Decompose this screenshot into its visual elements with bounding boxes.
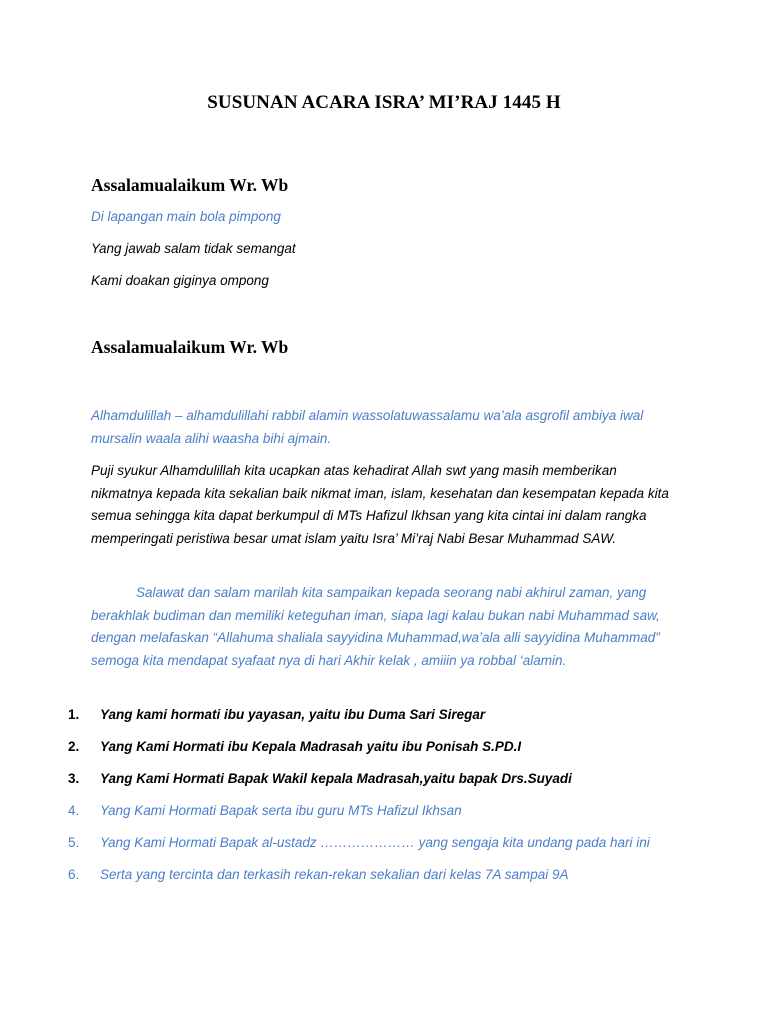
pantun-line-2: Yang jawab salam tidak semangat	[91, 241, 296, 256]
list-item-text: Serta yang tercinta dan terkasih rekan-rekan sekalian dari kelas 7A sampai 9A	[100, 867, 569, 882]
document-title: SUSUNAN ACARA ISRA’ MI’RAJ 1445 H	[207, 92, 561, 113]
greeting-heading-1: Assalamualaikum Wr. Wb	[91, 175, 289, 195]
list-item-text: Yang Kami Hormati ibu Kepala Madrasah yaitu ibu Ponisah S.PD.I	[100, 739, 522, 754]
list-item-number: 4.	[68, 803, 80, 818]
pantun-line-3: Kami doakan giginya ompong	[91, 273, 269, 288]
list-item	[0, 705, 700, 725]
list-item	[0, 801, 700, 821]
list-item-number: 1.	[68, 707, 80, 722]
list-item	[0, 833, 700, 853]
list-item-number: 2.	[68, 739, 80, 754]
list-item-text: Yang Kami Hormati Bapak Wakil kepala Madrasah,yaitu bapak Drs.Suyadi	[100, 771, 572, 786]
list-item-text: Yang Kami Hormati Bapak al-ustadz ………………… yang sengaja kita undang pada hari ini	[100, 835, 650, 850]
list-item-text: Yang kami hormati ibu yayasan, yaitu ibu Duma Sari Siregar	[100, 707, 486, 722]
list-item	[0, 865, 700, 885]
greeting-heading-2: Assalamualaikum Wr. Wb	[91, 337, 289, 357]
list-item-number: 3.	[68, 771, 80, 786]
arabic-praise-paragraph: Alhamdulillah – alhamdulillahi rabbil alamin wassolatuwassalamu wa’ala asgrofil ambiya iwal mursalin waala alihi waasha bihi ajmain.	[91, 408, 644, 446]
salawat-paragraph: Salawat dan salam marilah kita sampaikan kepada seorang nabi akhirul zaman, yang berakhlak budiman dan memiliki keteguhan iman, siapa lagi kalau bukan nabi Muhammad saw, dengan melafaskan “Allahuma shaliala sayyidina Muhammad,wa’ala alli sayyidina Muhammad” semoga kita mendapat syafaat nya di hari Akhir kelak , amiiin ya robbal ‘alamin.	[91, 585, 660, 668]
list-item-number: 6.	[68, 867, 80, 882]
pantun-line-1: Di lapangan main bola pimpong	[91, 209, 281, 224]
syukur-paragraph: Puji syukur Alhamdulillah kita ucapkan atas kehadirat Allah swt yang masih memberikan nikmatnya kepada kita sekalian baik nikmat iman, islam, kesehatan dan kesempatan kepada kita semua sehingga kita dapat berkumpul di MTs Hafizul Ikhsan yang kita cintai ini dalam rangka memperingati peristiwa besar umat islam yaitu Isra’ Mi’raj Nabi Besar Muhammad SAW.	[91, 463, 669, 546]
list-item	[0, 769, 700, 789]
list-item	[0, 737, 700, 757]
list-item-text: Yang Kami Hormati Bapak serta ibu guru MTs Hafizul Ikhsan	[100, 803, 462, 818]
list-item-number: 5.	[68, 835, 80, 850]
